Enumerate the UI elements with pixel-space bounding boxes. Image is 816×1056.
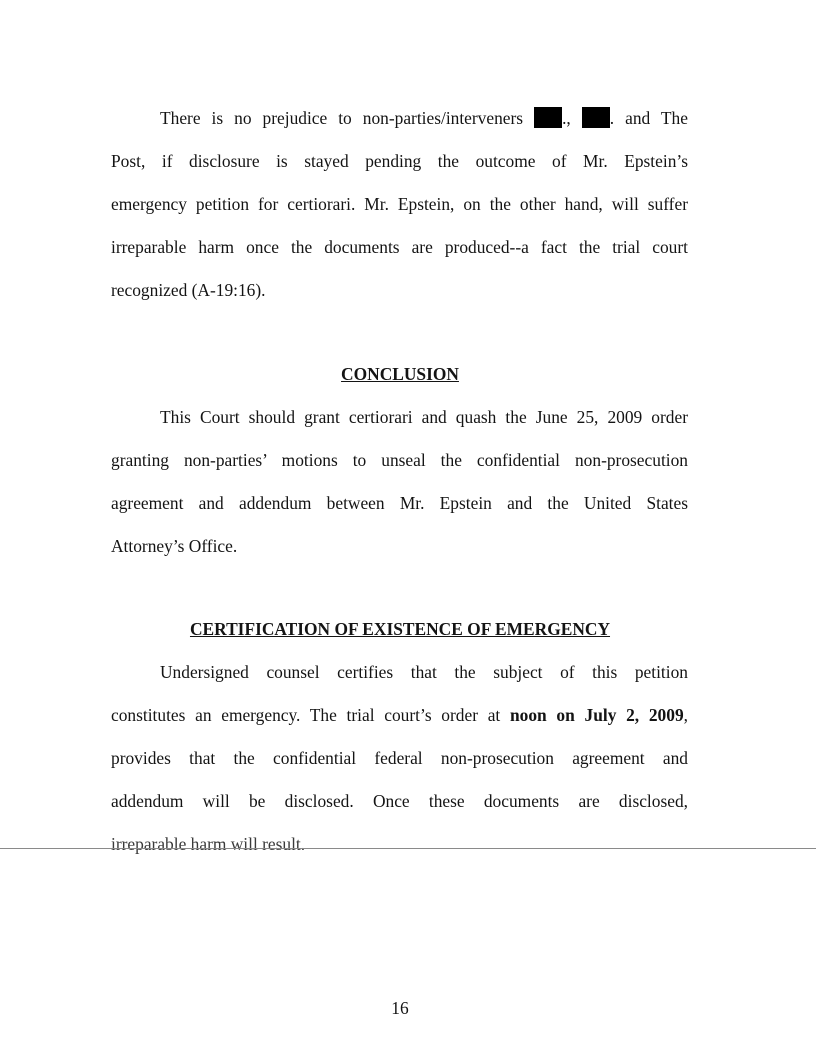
paragraph-line: agreement and addendum between Mr. Epstein and the United States [111,492,688,513]
paragraph-line: Undersigned counsel certifies that the subject of this petition [160,662,688,682]
deadline-emphasis: noon on July 2, 2009 [509,704,684,725]
page-number: 16 [391,998,409,1018]
certification-heading: CERTIFICATION OF EXISTENCE OF EMERGENCY [189,619,611,639]
paragraph-line: Attorney’s Office. [111,535,238,556]
paragraph-line: irreparable harm will result. [111,833,306,854]
paragraph-line: Post, if disclosure is stayed pending the outcome of Mr. Epstein’s [111,150,688,171]
paragraph-line: constitutes an emergency. The trial court’s order at noon on July 2, 2009, [111,704,689,725]
paragraph-line: emergency petition for certiorari. Mr. Epstein, on the other hand, will suffer [111,193,688,214]
certification-paragraph [111,651,688,865]
redaction-box [534,107,562,128]
paragraph-line: granting non-parties’ motions to unseal the confidential non-prosecution [111,449,688,470]
paragraph-line: provides that the confidential federal non-prosecution agreement and [111,747,688,768]
paragraph-line: recognized (A-19:16). [111,279,266,300]
horizontal-rule [0,848,816,849]
conclusion-heading: CONCLUSION [341,364,459,384]
paragraph-line: This Court should grant certiorari and quash the June 25, 2009 order [160,407,688,427]
conclusion-paragraph [111,396,688,568]
redaction-box [582,107,610,128]
paragraph-line: addendum will be disclosed. Once these documents are disclosed, [111,790,688,811]
prejudice-paragraph [111,97,688,311]
paragraph-line: irreparable harm once the documents are produced--a fact the trial court [111,236,688,257]
paragraph-line: There is no prejudice to non-parties/interveners ., . and The [160,108,688,128]
